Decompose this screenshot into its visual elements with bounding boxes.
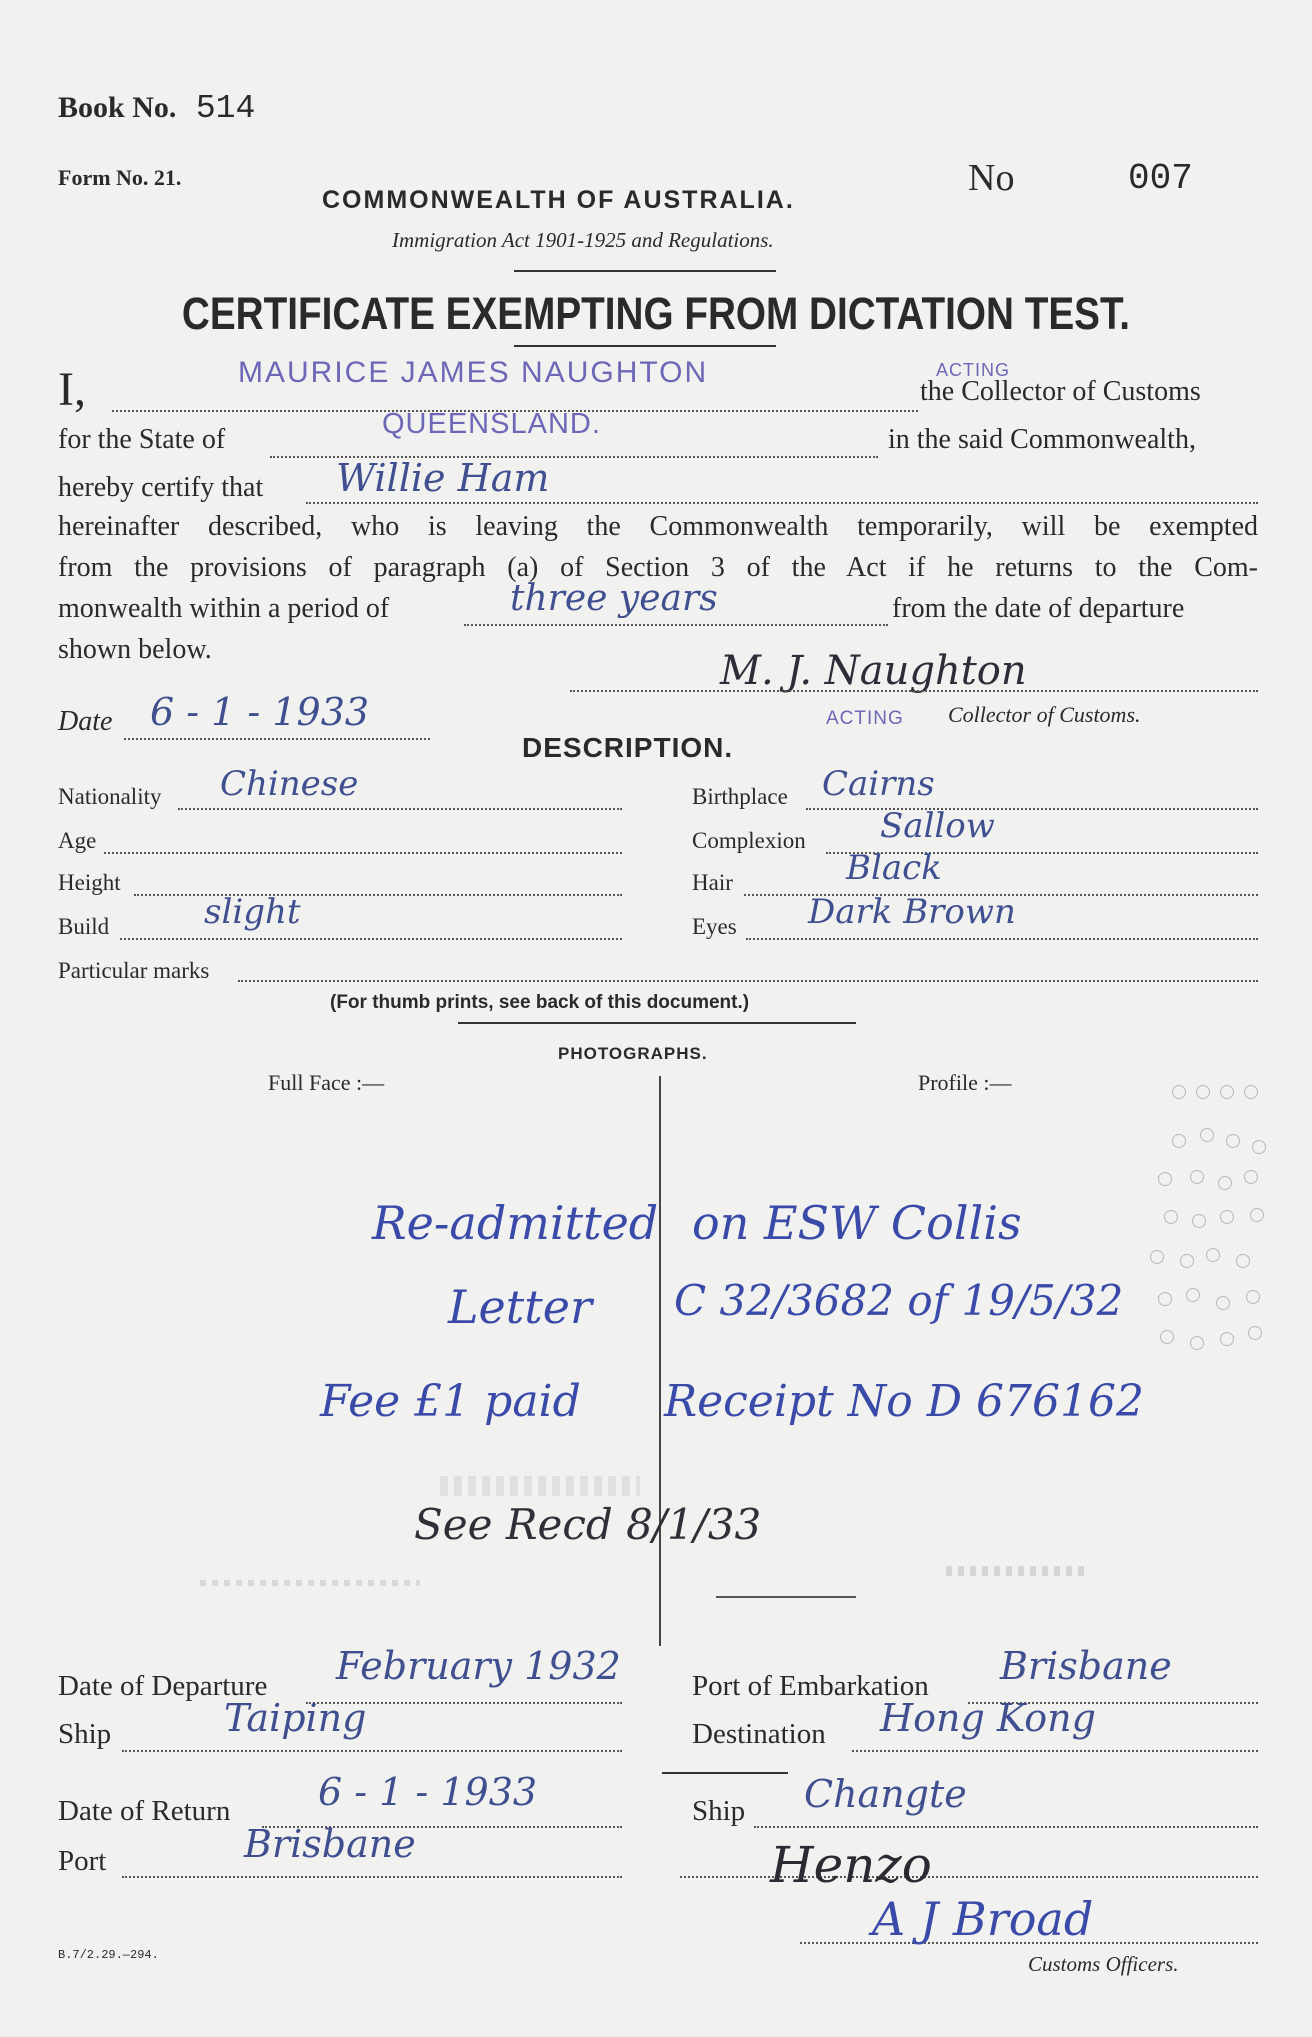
marks-label: Particular marks: [58, 958, 210, 983]
return-ship-label: Ship: [692, 1795, 746, 1827]
port-value: Brisbane: [244, 1822, 416, 1866]
profile-label: Profile :—: [918, 1070, 1012, 1095]
date-label: Date: [58, 706, 113, 737]
period-suffix: from the date of departure: [892, 593, 1185, 624]
state-label: for the State of: [58, 424, 226, 455]
port-label: Port: [58, 1845, 107, 1877]
authority-heading: COMMONWEALTH OF AUSTRALIA.: [322, 186, 795, 214]
description-heading: DESCRIPTION.: [522, 732, 734, 763]
collector-signature: M. J. Naughton: [720, 648, 1027, 694]
build-value: slight: [204, 892, 301, 932]
height-label: Height: [58, 870, 121, 895]
date-value: 6 - 1 - 1933: [150, 690, 370, 734]
annotation-receipt: Receipt No D 676162: [664, 1376, 1144, 1427]
embarkation-value: Brisbane: [1000, 1644, 1172, 1688]
faint-stamp-left: [200, 1580, 420, 1586]
age-line: [104, 852, 622, 854]
eyes-line: [746, 938, 1258, 940]
nationality-value: Chinese: [220, 764, 359, 804]
person-name-line: [306, 502, 1258, 504]
destination-line: [852, 1750, 1258, 1752]
officer-signature-line-1: [680, 1876, 1258, 1878]
acting-stamp: ACTING: [936, 360, 1011, 380]
return-label: Date of Return: [58, 1795, 231, 1827]
act-reference: Immigration Act 1901-1925 and Regulations.: [392, 228, 774, 252]
pronoun-i: I,: [58, 363, 86, 416]
book-number: 514: [195, 90, 256, 127]
annotation-letter: Letter: [448, 1280, 592, 1334]
book-number-line: [58, 90, 255, 127]
ship-label: Ship: [58, 1718, 112, 1750]
body-line-1: hereinafter described, who is leaving the Commonwealth temporarily, will be exempted: [58, 511, 1258, 542]
collector-caption: Collector of Customs.: [948, 702, 1141, 727]
nationality-line: [178, 808, 622, 810]
complexion-label: Complexion: [692, 828, 806, 853]
collector-name-stamp: MAURICE JAMES NAUGHTON: [238, 356, 709, 389]
shown-below: shown below.: [58, 634, 212, 665]
annotation-letter-ref: C 32/3682 of 19/5/32: [674, 1276, 1124, 1325]
annotation-fee: Fee £1 paid: [320, 1376, 581, 1427]
officer-signature-1: Henzo: [770, 1836, 932, 1894]
birthplace-label: Birthplace: [692, 784, 788, 809]
departure-value: February 1932: [336, 1644, 621, 1688]
certificate-number: 007: [1128, 158, 1193, 199]
build-line: [120, 938, 622, 940]
destination-value: Hong Kong: [880, 1696, 1096, 1740]
title-rule-bottom: [514, 345, 776, 347]
collector-title: the Collector of Customs: [920, 376, 1201, 407]
body-line-2: from the provisions of paragraph (a) of Section 3 of the Act if he returns to the Com-: [58, 552, 1258, 583]
commonwealth-text: in the said Commonwealth,: [888, 424, 1196, 455]
return-value: 6 - 1 - 1933: [318, 1770, 538, 1814]
photographs-heading: PHOTOGRAPHS.: [558, 1044, 708, 1063]
date-line: [124, 738, 430, 740]
birthplace-value: Cairns: [822, 764, 935, 804]
certify-label: hereby certify that: [58, 472, 264, 503]
officer-signature-2: A J Broad: [872, 1892, 1094, 1946]
photo-divider: [659, 1076, 661, 1646]
period-prefix: monwealth within a period of: [58, 593, 390, 624]
destination-label: Destination: [692, 1718, 826, 1750]
officers-caption: Customs Officers.: [1028, 1952, 1179, 1976]
build-label: Build: [58, 914, 110, 939]
return-ship-line: [754, 1826, 1258, 1828]
period-value: three years: [510, 578, 718, 619]
age-label: Age: [58, 828, 97, 853]
ship-line: [122, 1750, 622, 1752]
embarkation-label: Port of Embarkation: [692, 1670, 929, 1702]
title-rule-top: [514, 270, 776, 272]
birthplace-line: [806, 808, 1258, 810]
marks-line: [238, 980, 1258, 982]
book-label: Book No.: [58, 91, 177, 124]
form-number: Form No. 21.: [58, 165, 182, 190]
acting-stamp-2: ACTING: [826, 708, 904, 729]
hair-value: Black: [846, 848, 942, 888]
annotation-readmitted: Re-admitted: [372, 1196, 659, 1250]
hair-label: Hair: [692, 870, 733, 895]
eyes-label: Eyes: [692, 914, 737, 939]
full-face-label: Full Face :—: [268, 1070, 385, 1095]
period-line: [464, 624, 888, 626]
return-ship-value: Changte: [804, 1772, 967, 1816]
state-stamp: QUEENSLAND.: [382, 408, 601, 440]
departure-label: Date of Departure: [58, 1670, 268, 1702]
thumb-print-note: (For thumb prints, see back of this document.): [330, 992, 750, 1013]
faint-stamp-mid: [440, 1476, 640, 1496]
nationality-label: Nationality: [58, 784, 162, 809]
certificate-title: CERTIFICATE EXEMPTING FROM DICTATION TEST.: [181, 288, 1131, 339]
annotation-see-record: See Recd 8/1/33: [414, 1500, 762, 1549]
number-label: No: [968, 157, 1015, 199]
person-name: Willie Ham: [336, 456, 550, 500]
return-section-rule: [662, 1772, 788, 1774]
print-code: B.7/2.29.—294.: [58, 1948, 159, 1962]
faint-stamp-right: [946, 1566, 1086, 1576]
eyes-value: Dark Brown: [808, 892, 1016, 932]
ship-value: Taiping: [224, 1696, 367, 1740]
port-line: [122, 1876, 622, 1878]
annotation-collis: on ESW Collis: [692, 1196, 1022, 1250]
annotation-underline: [716, 1596, 856, 1598]
photographs-rule: [458, 1022, 856, 1024]
complexion-value: Sallow: [880, 806, 995, 846]
collector-signature-line: [570, 690, 1258, 692]
